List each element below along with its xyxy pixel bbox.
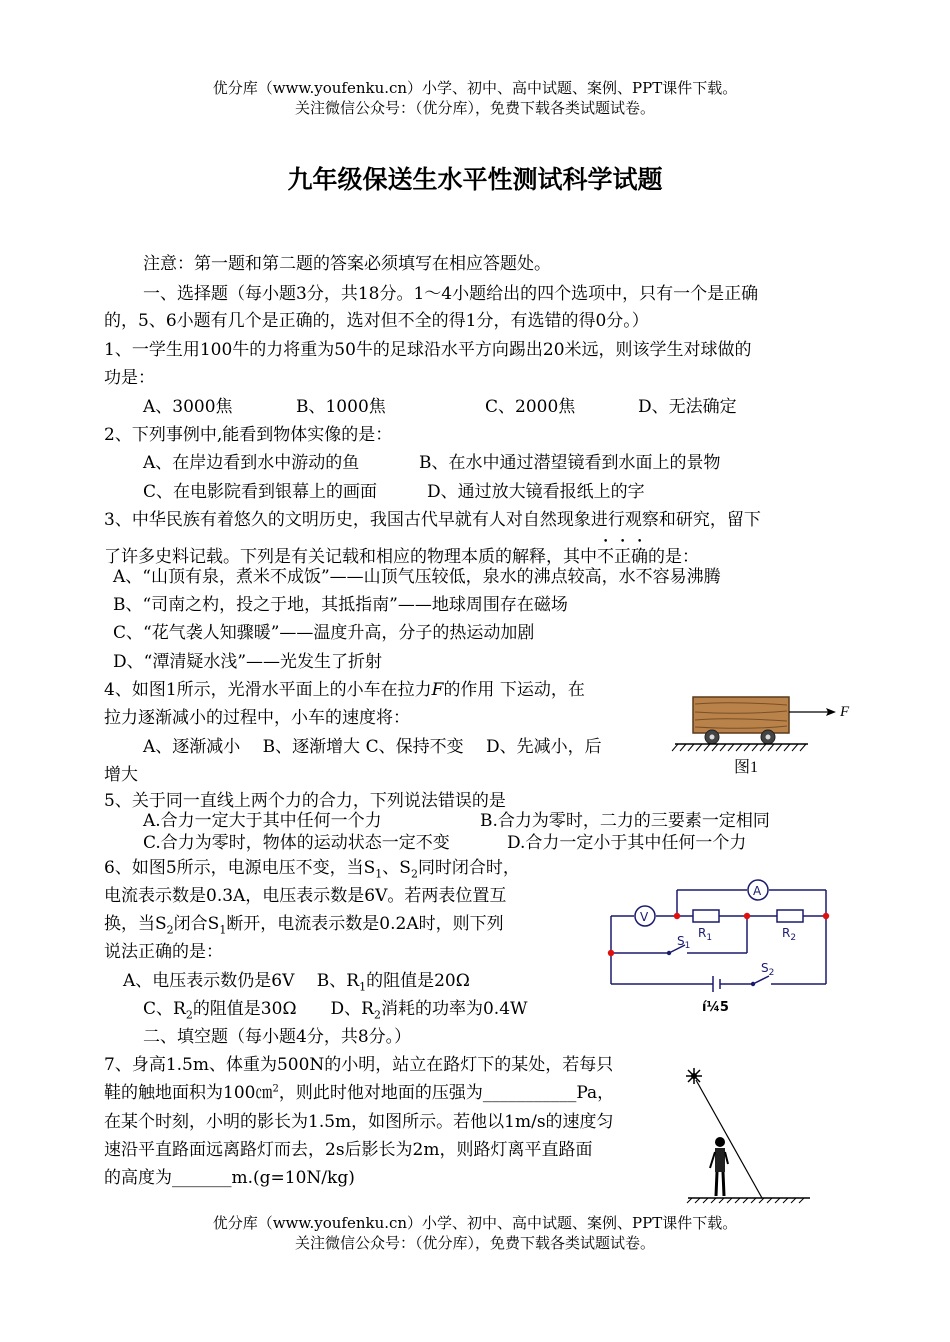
footer-line-2: 关注微信公众号：（优分库），免费下载各类试题试卷。 xyxy=(294,1234,655,1252)
q2-option-a: A、在岸边看到水中游动的鱼 xyxy=(143,453,360,473)
q3-line2: 了许多史料记载。下列是有关记载和相应的物理本质的解释，其中不正确的是： xyxy=(104,547,699,567)
node xyxy=(823,913,829,919)
q5-option-a: A.合力一定大于其中任何一个力 xyxy=(143,811,382,831)
figure-street-lamp xyxy=(670,1060,820,1205)
section1-line1: 一、选择题（每小题3分，共18分。1～4小题给出的四个选项中，只有一个是正确 xyxy=(143,284,759,304)
figure-5-caption: í¼5 xyxy=(702,1000,729,1015)
node xyxy=(608,950,614,956)
q7-line2: 鞋的触地面积为100㎝$^2$，则此时他对地面的压强为___________Pa， xyxy=(104,1083,615,1103)
header-line-1: 优分库（www.youfenku.cn）小学、初中、高中试题、案例、PPT课件下载。 xyxy=(212,79,738,97)
r2-label: $R_2$ xyxy=(782,926,797,943)
q1-line1: 1、一学生用100牛的力将重为50牛的足球沿水平方向踢出20米远，则该学生对球做的 xyxy=(104,340,752,360)
s2-label: $S_2$ xyxy=(761,961,775,978)
force-label: F xyxy=(840,704,850,720)
voltmeter-label: V xyxy=(640,910,649,924)
section2-heading: 二、填空题（每小题4分，共8分。） xyxy=(143,1027,412,1047)
q7-line5: 的高度为_______m.(g=10N/kg) xyxy=(104,1168,355,1188)
q3-option-d: D、“潭清疑水浅”——光发生了折射 xyxy=(113,652,383,672)
node xyxy=(674,913,680,919)
q6-line2: 电流表示数是0.3A，电压表示数是6V。若两表位置互 xyxy=(104,886,507,906)
figure-5-circuit xyxy=(605,875,837,1015)
q7-line3: 在某个时刻，小明的影长为1.5m，如图所示。若他以1m/s的速度匀 xyxy=(104,1112,614,1132)
q2-option-d: D、通过放大镜看报纸上的字 xyxy=(427,482,645,502)
q1-option-a: A、3000焦 xyxy=(143,397,233,417)
footer-line-1: 优分库（www.youfenku.cn）小学、初中、高中试题、案例、PPT课件下载。 xyxy=(212,1214,738,1232)
person-figure xyxy=(710,1137,728,1196)
s1-label: $S_1$ xyxy=(677,934,691,951)
q1-line2: 功是： xyxy=(104,368,155,388)
q3-option-c: C、“花气袭人知骤暖”——温度升高，分子的热运动加剧 xyxy=(113,623,535,643)
q2-stem: 2、下列事例中,能看到物体实像的是： xyxy=(104,425,393,445)
q1-option-b: B、1000焦 xyxy=(296,397,386,417)
section1-line2: 的，5、6小题有几个是正确的，选对但不全的得1分，有选错的得0分。） xyxy=(104,311,649,331)
note: 注意：第一题和第二题的答案必须填写在相应答题处。 xyxy=(143,254,551,274)
node xyxy=(744,913,750,919)
q2-option-b: B、在水中通过潜望镜看到水面上的景物 xyxy=(419,453,721,473)
q6-option-ab: A、电压表示数仍是6V B、$R_1$的阻值是20Ω xyxy=(123,971,470,994)
q3-option-a: A、“山顶有泉，煮米不成饭”——山顶气压较低，泉水的沸点较高，水不容易沸腾 xyxy=(113,567,721,587)
q4-line2: 拉力逐渐减小的过程中，小车的速度将： xyxy=(104,708,410,728)
page-title: 九年级保送生水平性测试科学试题 xyxy=(287,165,663,194)
q4-line1: 4、如图1所示，光滑水平面上的小车在拉力F的作用 下运动，在 xyxy=(104,680,585,700)
q7-line1: 7、身高1.5m、体重为500N的小明，站立在路灯下的某处，若每只 xyxy=(104,1055,614,1075)
q6-line1: 6、如图5所示，电源电压不变，当$S_1$、$S_2$同时闭合时， xyxy=(104,858,520,881)
q2-option-c: C、在电影院看到银幕上的画面 xyxy=(143,482,378,502)
figure-1-cart xyxy=(670,690,860,780)
q4-options: A、逐渐减小 B、逐渐增大 C、保持不变 D、先减小，后 xyxy=(143,737,602,757)
q6-line4: 说法正确的是： xyxy=(104,942,223,962)
q1-option-d: D、无法确定 xyxy=(638,397,737,417)
q5-option-b: B.合力为零时，二力的三要素一定相同 xyxy=(480,811,770,831)
header-line-2: 关注微信公众号：（优分库），免费下载各类试题试卷。 xyxy=(294,99,655,117)
r1-label: $R_1$ xyxy=(698,926,713,943)
q6-option-cd: C、$R_2$的阻值是30Ω D、$R_2$消耗的功率为0.4W xyxy=(143,999,528,1022)
q7-line4: 速沿平直路面远离路灯而去，2s后影长为2m，则路灯离平直路面 xyxy=(104,1140,593,1160)
figure-1-caption: 图1 xyxy=(734,759,759,776)
q4-line4: 增大 xyxy=(104,765,138,785)
q3-option-b: B、“司南之杓，投之于地，其抵指南”——地球周围存在磁场 xyxy=(113,595,568,615)
q3-line1: 3、中华民族有着悠久的文明历史，我国古代早就有人对自然现象进行观察和研究，留下 xyxy=(104,510,761,530)
ammeter-label: A xyxy=(753,884,762,898)
q5-option-c: C.合力为零时，物体的运动状态一定不变 xyxy=(143,833,450,853)
q1-option-c: C、2000焦 xyxy=(485,397,576,417)
q5-option-d: D.合力一定小于其中任何一个力 xyxy=(507,833,747,853)
emphasis-text: 不正确 xyxy=(597,547,648,567)
light-ray xyxy=(696,1080,762,1198)
q5-stem: 5、关于同一直线上两个力的合力，下列说法错误的是 xyxy=(104,791,506,811)
q6-line3: 换，当$S_2$闭合$S_1$断开，电流表示数是0.2A时，则下列 xyxy=(104,914,504,937)
